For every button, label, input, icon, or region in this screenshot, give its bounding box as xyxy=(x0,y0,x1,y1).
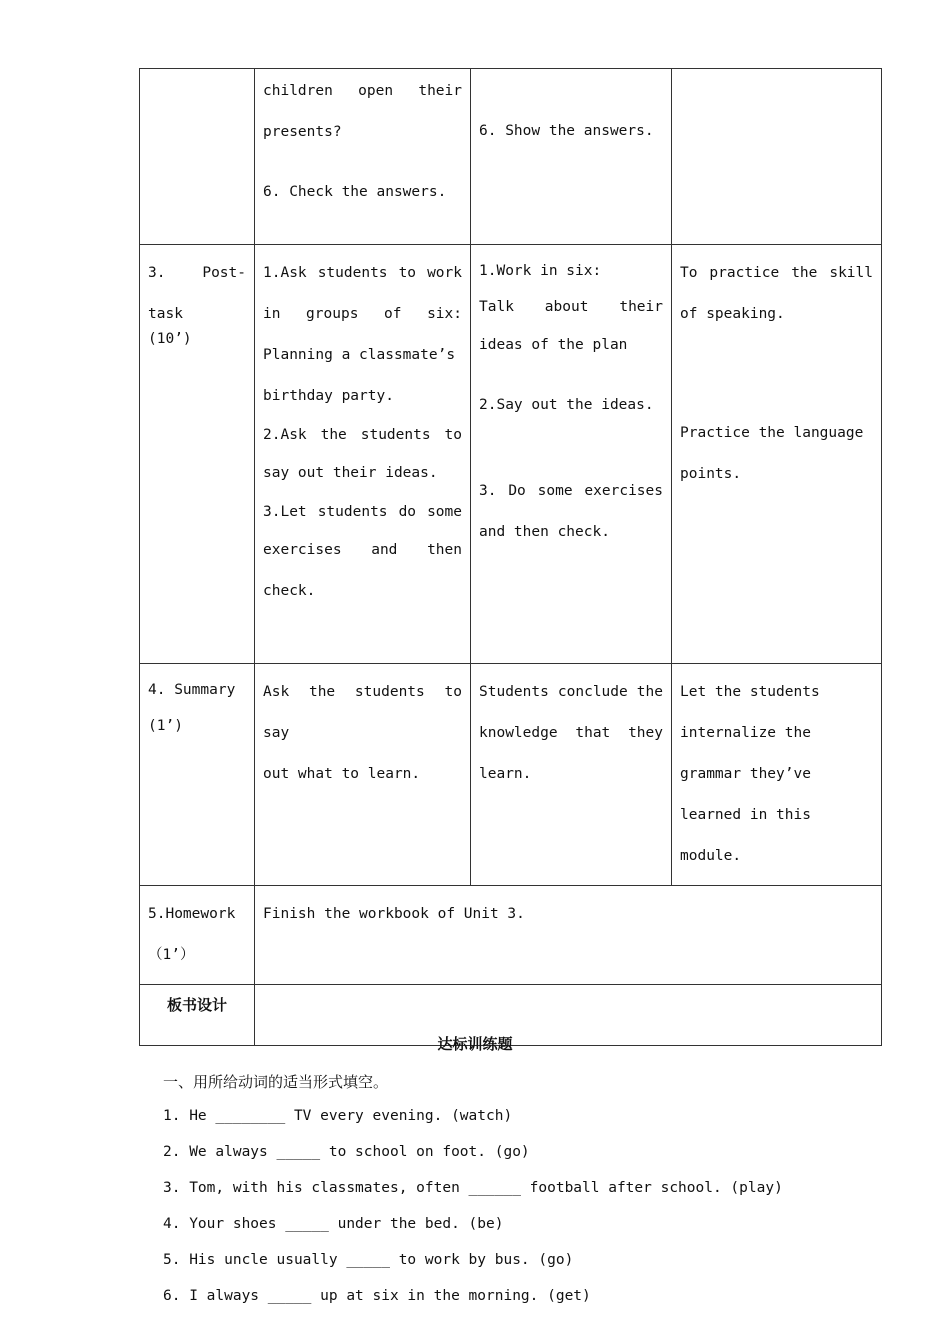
table-row xyxy=(140,886,882,985)
student-activity-cell xyxy=(471,664,672,886)
cell-line: Planning a classmate’s xyxy=(263,347,456,363)
cell-line: Practice the language xyxy=(680,425,864,441)
purpose-cell xyxy=(672,69,882,245)
cell-line: points. xyxy=(680,466,742,482)
cell-line: 2.Say out the ideas. xyxy=(479,397,654,413)
cell-line: check. xyxy=(263,583,316,599)
cell-line: 3.Let students do some xyxy=(263,504,462,520)
cell-line: out what to learn. xyxy=(263,766,421,782)
student-activity-cell xyxy=(471,245,672,664)
cell-line: module. xyxy=(680,848,742,864)
cell-line: （1’） xyxy=(148,947,195,963)
table-row xyxy=(140,664,882,886)
cell-line: 6. Show the answers. xyxy=(479,123,654,139)
cell-line: grammar they’ve xyxy=(680,766,811,782)
stage-cell xyxy=(140,69,255,245)
cell-line: exercises and then xyxy=(263,542,462,558)
cell-line: learned in this xyxy=(680,807,811,823)
cell-line: 1.Work in six: xyxy=(479,263,602,279)
exercise-item: 2. We always _____ to school on foot. (go) xyxy=(163,1144,530,1160)
student-activity-cell xyxy=(471,69,672,245)
cell-line: 3. Post- xyxy=(148,265,246,281)
teacher-activity-cell xyxy=(255,664,471,886)
cell-line: 1.Ask students to work xyxy=(263,265,462,281)
cell-line: and then check. xyxy=(479,524,610,540)
purpose-cell xyxy=(672,664,882,886)
cell-line: (1’) xyxy=(148,718,183,734)
cell-line: 2.Ask the students to xyxy=(263,427,462,443)
lesson-plan-table xyxy=(139,68,882,1046)
cell-line: task xyxy=(148,306,183,322)
stage-cell xyxy=(140,664,255,886)
exercise-item: 6. I always _____ up at six in the morning. (get) xyxy=(163,1288,591,1304)
table-row xyxy=(140,245,882,664)
exercise-item: 3. Tom, with his classmates, often ______ football after school. (play) xyxy=(163,1180,783,1196)
cell-line: Finish the workbook of Unit 3. xyxy=(263,906,525,922)
board-design-label: 板书设计 xyxy=(140,985,255,1046)
stage-cell xyxy=(140,245,255,664)
cell-line: Let the students xyxy=(680,684,820,700)
stage-cell xyxy=(140,886,255,985)
cell-line: (10’) xyxy=(148,331,192,347)
cell-line: Talk about their xyxy=(479,299,663,315)
exercise-title: 达标训练题 xyxy=(437,1035,513,1053)
cell-line: learn. xyxy=(479,766,532,782)
cell-line: internalize the xyxy=(680,725,811,741)
homework-cell xyxy=(255,886,882,985)
table-row xyxy=(140,69,882,245)
cell-line: of speaking. xyxy=(680,306,785,322)
cell-line: children open their xyxy=(263,83,462,99)
cell-line: say out their ideas. xyxy=(263,465,438,481)
cell-line: ideas of the plan xyxy=(479,337,628,353)
exercise-item: 5. His uncle usually _____ to work by bus. (go) xyxy=(163,1252,574,1268)
cell-line: birthday party. xyxy=(263,388,394,404)
purpose-cell xyxy=(672,245,882,664)
cell-line: 5.Homework xyxy=(148,906,236,922)
cell-line: 4. Summary xyxy=(148,682,236,698)
cell-line: Ask the students to say xyxy=(263,684,462,741)
exercise-item: 1. He ________ TV every evening. (watch) xyxy=(163,1108,513,1124)
cell-line: 6. Check the answers. xyxy=(263,184,447,200)
cell-line: To practice the skill xyxy=(680,265,873,281)
exercise-instruction: 一、用所给动词的适当形式填空。 xyxy=(163,1073,389,1091)
teacher-activity-cell xyxy=(255,69,471,245)
cell-line: in groups of six: xyxy=(263,306,462,322)
cell-line: Students conclude the xyxy=(479,684,663,700)
teacher-activity-cell xyxy=(255,245,471,664)
exercise-item: 4. Your shoes _____ under the bed. (be) xyxy=(163,1216,504,1232)
cell-line: 3. Do some exercises xyxy=(479,483,663,499)
cell-line: presents? xyxy=(263,124,342,140)
cell-line: knowledge that they xyxy=(479,725,663,741)
